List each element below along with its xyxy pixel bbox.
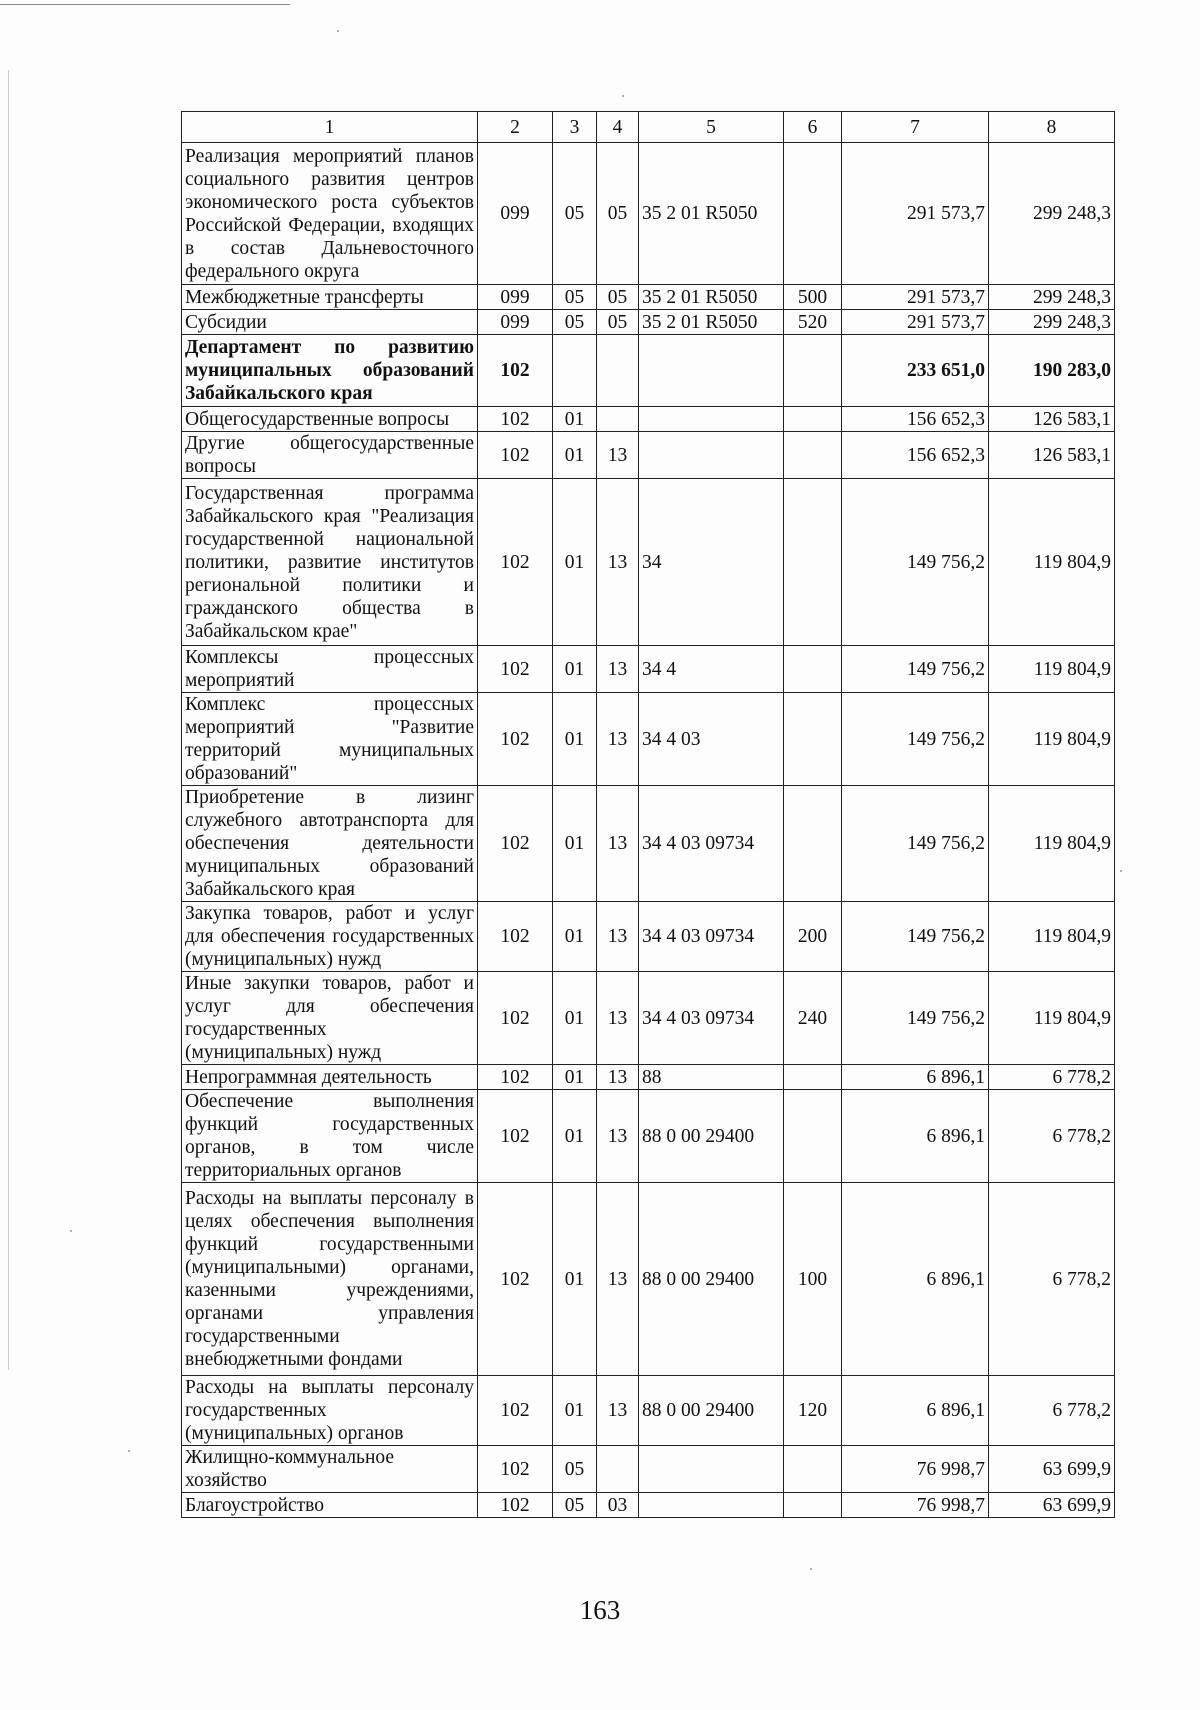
ministry-code-cell: 102 <box>478 432 553 479</box>
ministry-code-cell: 099 <box>478 310 553 335</box>
expense-type-cell <box>784 646 842 693</box>
amount-year1-cell: 156 652,3 <box>842 407 989 432</box>
table-row <box>182 407 1115 432</box>
section-cell: 01 <box>553 786 597 902</box>
subsection-cell: 13 <box>597 479 639 646</box>
target-article-cell <box>639 407 784 432</box>
expense-type-cell <box>784 407 842 432</box>
table-row <box>182 285 1115 310</box>
item-name-cell: Общегосударственные вопросы <box>182 407 478 432</box>
target-article-cell: 34 <box>639 479 784 646</box>
column-number-row <box>182 112 1115 143</box>
item-name-cell: Государственная программа Забайкальского края "Реализация государственной национальной политики, развитие институтов региональной политики и гражданского общества в Забайкальском крае" <box>182 479 478 646</box>
amount-year2-cell: 63 699,9 <box>989 1493 1115 1518</box>
expense-type-cell <box>784 432 842 479</box>
item-name-cell: Департамент по развитию муниципальных образований Забайкальского края <box>182 335 478 407</box>
item-name-cell: Иные закупки товаров, работ и услуг для обеспечения государственных (муниципальных) нужд <box>182 972 478 1065</box>
item-name-cell: Другие общегосударственные вопросы <box>182 432 478 479</box>
amount-year2-cell: 126 583,1 <box>989 407 1115 432</box>
item-name-cell: Расходы на выплаты персоналу государственных (муниципальных) органов <box>182 1376 478 1446</box>
table-row <box>182 1376 1115 1446</box>
scan-margin-line <box>8 70 9 1370</box>
amount-year1-cell: 6 896,1 <box>842 1183 989 1376</box>
expense-type-cell <box>784 1090 842 1183</box>
scan-speck <box>70 1230 72 1232</box>
subsection-cell <box>597 1446 639 1493</box>
ministry-code-cell: 102 <box>478 1065 553 1090</box>
amount-year1-cell: 291 573,7 <box>842 310 989 335</box>
subsection-cell <box>597 335 639 407</box>
subsection-cell <box>597 407 639 432</box>
table-row <box>182 1065 1115 1090</box>
subsection-cell: 05 <box>597 285 639 310</box>
table-row <box>182 972 1115 1065</box>
table-row <box>182 143 1115 285</box>
item-name-cell: Благоустройство <box>182 1493 478 1518</box>
section-cell: 01 <box>553 902 597 972</box>
target-article-cell: 34 4 03 <box>639 693 784 786</box>
expense-type-cell: 120 <box>784 1376 842 1446</box>
target-article-cell: 88 0 00 29400 <box>639 1376 784 1446</box>
amount-year2-cell: 190 283,0 <box>989 335 1115 407</box>
expense-type-cell <box>784 335 842 407</box>
scan-speck <box>622 95 624 97</box>
section-cell: 05 <box>553 285 597 310</box>
column-header: 7 <box>842 112 989 143</box>
table-row <box>182 479 1115 646</box>
table-row <box>182 693 1115 786</box>
section-cell: 01 <box>553 1183 597 1376</box>
target-article-cell: 35 2 01 R5050 <box>639 285 784 310</box>
ministry-code-cell: 102 <box>478 1090 553 1183</box>
table-row <box>182 1493 1115 1518</box>
item-name-cell: Закупка товаров, работ и услуг для обеспечения государственных (муниципальных) нужд <box>182 902 478 972</box>
section-cell: 01 <box>553 407 597 432</box>
ministry-code-cell: 102 <box>478 786 553 902</box>
column-header: 4 <box>597 112 639 143</box>
amount-year1-cell: 76 998,7 <box>842 1446 989 1493</box>
column-header: 8 <box>989 112 1115 143</box>
column-header: 3 <box>553 112 597 143</box>
target-article-cell <box>639 1446 784 1493</box>
subsection-cell: 05 <box>597 310 639 335</box>
column-header: 5 <box>639 112 784 143</box>
scan-edge-line <box>0 4 290 5</box>
ministry-code-cell: 102 <box>478 335 553 407</box>
column-header: 6 <box>784 112 842 143</box>
amount-year1-cell: 149 756,2 <box>842 693 989 786</box>
expense-type-cell <box>784 1493 842 1518</box>
expense-type-cell: 500 <box>784 285 842 310</box>
amount-year2-cell: 119 804,9 <box>989 902 1115 972</box>
section-cell: 05 <box>553 143 597 285</box>
section-cell: 01 <box>553 646 597 693</box>
subsection-cell: 13 <box>597 1183 639 1376</box>
subsection-cell: 13 <box>597 1065 639 1090</box>
ministry-code-cell: 102 <box>478 693 553 786</box>
amount-year2-cell: 299 248,3 <box>989 143 1115 285</box>
amount-year1-cell: 6 896,1 <box>842 1376 989 1446</box>
amount-year1-cell: 6 896,1 <box>842 1090 989 1183</box>
subsection-cell: 05 <box>597 143 639 285</box>
amount-year2-cell: 299 248,3 <box>989 310 1115 335</box>
scan-speck <box>128 1450 130 1452</box>
item-name-cell: Субсидии <box>182 310 478 335</box>
target-article-cell: 88 0 00 29400 <box>639 1090 784 1183</box>
expense-type-cell: 520 <box>784 310 842 335</box>
ministry-code-cell: 102 <box>478 972 553 1065</box>
ministry-code-cell: 102 <box>478 1446 553 1493</box>
target-article-cell: 35 2 01 R5050 <box>639 143 784 285</box>
target-article-cell <box>639 432 784 479</box>
section-cell: 01 <box>553 1065 597 1090</box>
item-name-cell: Реализация мероприятий планов социального развития центров экономического роста субъектов Российской Федерации, входящих в состав Дальневосточного федерального округа <box>182 143 478 285</box>
target-article-cell: 34 4 03 09734 <box>639 786 784 902</box>
amount-year1-cell: 149 756,2 <box>842 479 989 646</box>
amount-year1-cell: 149 756,2 <box>842 972 989 1065</box>
section-cell <box>553 335 597 407</box>
ministry-code-cell: 102 <box>478 902 553 972</box>
table-row <box>182 902 1115 972</box>
amount-year2-cell: 119 804,9 <box>989 479 1115 646</box>
subsection-cell: 13 <box>597 693 639 786</box>
subsection-cell: 13 <box>597 432 639 479</box>
section-cell: 05 <box>553 310 597 335</box>
table-row <box>182 432 1115 479</box>
target-article-cell: 35 2 01 R5050 <box>639 310 784 335</box>
section-cell: 01 <box>553 1376 597 1446</box>
subsection-cell: 13 <box>597 902 639 972</box>
item-name-cell: Непрограммная деятельность <box>182 1065 478 1090</box>
target-article-cell: 34 4 03 09734 <box>639 902 784 972</box>
expense-type-cell: 200 <box>784 902 842 972</box>
item-name-cell: Обеспечение выполнения функций государственных органов, в том числе территориальных органов <box>182 1090 478 1183</box>
ministry-code-cell: 099 <box>478 143 553 285</box>
amount-year1-cell: 76 998,7 <box>842 1493 989 1518</box>
section-cell: 05 <box>553 1493 597 1518</box>
amount-year1-cell: 291 573,7 <box>842 143 989 285</box>
amount-year1-cell: 6 896,1 <box>842 1065 989 1090</box>
expense-type-cell <box>784 479 842 646</box>
expense-type-cell <box>784 693 842 786</box>
section-cell: 01 <box>553 479 597 646</box>
subsection-cell: 13 <box>597 786 639 902</box>
amount-year1-cell: 156 652,3 <box>842 432 989 479</box>
section-cell: 01 <box>553 693 597 786</box>
amount-year2-cell: 119 804,9 <box>989 972 1115 1065</box>
expense-type-cell <box>784 143 842 285</box>
expense-type-cell <box>784 786 842 902</box>
expense-type-cell: 240 <box>784 972 842 1065</box>
amount-year2-cell: 126 583,1 <box>989 432 1115 479</box>
item-name-cell: Приобретение в лизинг служебного автотранспорта для обеспечения деятельности муниципальных образований Забайкальского края <box>182 786 478 902</box>
amount-year1-cell: 233 651,0 <box>842 335 989 407</box>
target-article-cell: 34 4 03 09734 <box>639 972 784 1065</box>
table-row <box>182 335 1115 407</box>
section-cell: 01 <box>553 972 597 1065</box>
table-row <box>182 1446 1115 1493</box>
amount-year1-cell: 149 756,2 <box>842 902 989 972</box>
target-article-cell: 88 <box>639 1065 784 1090</box>
section-cell: 01 <box>553 1090 597 1183</box>
ministry-code-cell: 102 <box>478 1376 553 1446</box>
target-article-cell: 34 4 <box>639 646 784 693</box>
amount-year2-cell: 6 778,2 <box>989 1183 1115 1376</box>
ministry-code-cell: 102 <box>478 479 553 646</box>
table-row <box>182 310 1115 335</box>
item-name-cell: Межбюджетные трансферты <box>182 285 478 310</box>
expense-type-cell <box>784 1446 842 1493</box>
amount-year2-cell: 6 778,2 <box>989 1376 1115 1446</box>
item-name-cell: Расходы на выплаты персоналу в целях обеспечения выполнения функций государственными (муниципальными) органами, казенными учреждениями, органами управления государственными внебюджетными фондами <box>182 1183 478 1376</box>
amount-year2-cell: 63 699,9 <box>989 1446 1115 1493</box>
amount-year1-cell: 291 573,7 <box>842 285 989 310</box>
column-header: 1 <box>182 112 478 143</box>
item-name-cell: Жилищно-коммунальное хозяйство <box>182 1446 478 1493</box>
table-row <box>182 646 1115 693</box>
subsection-cell: 13 <box>597 972 639 1065</box>
ministry-code-cell: 102 <box>478 407 553 432</box>
scan-speck <box>810 1568 812 1570</box>
target-article-cell: 88 0 00 29400 <box>639 1183 784 1376</box>
scan-speck <box>337 30 339 32</box>
expense-type-cell <box>784 1065 842 1090</box>
amount-year1-cell: 149 756,2 <box>842 786 989 902</box>
subsection-cell: 13 <box>597 1376 639 1446</box>
subsection-cell: 13 <box>597 1090 639 1183</box>
subsection-cell: 13 <box>597 646 639 693</box>
amount-year1-cell: 149 756,2 <box>842 646 989 693</box>
table-row <box>182 786 1115 902</box>
subsection-cell: 03 <box>597 1493 639 1518</box>
budget-table <box>181 111 1115 1518</box>
table-row <box>182 1183 1115 1376</box>
ministry-code-cell: 102 <box>478 1493 553 1518</box>
ministry-code-cell: 102 <box>478 1183 553 1376</box>
amount-year2-cell: 119 804,9 <box>989 786 1115 902</box>
amount-year2-cell: 119 804,9 <box>989 693 1115 786</box>
page-number: 163 <box>579 1595 621 1625</box>
amount-year2-cell: 299 248,3 <box>989 285 1115 310</box>
section-cell: 05 <box>553 1446 597 1493</box>
target-article-cell <box>639 335 784 407</box>
amount-year2-cell: 6 778,2 <box>989 1090 1115 1183</box>
expense-type-cell: 100 <box>784 1183 842 1376</box>
target-article-cell <box>639 1493 784 1518</box>
amount-year2-cell: 6 778,2 <box>989 1065 1115 1090</box>
item-name-cell: Комплексы процессных мероприятий <box>182 646 478 693</box>
ministry-code-cell: 102 <box>478 646 553 693</box>
ministry-code-cell: 099 <box>478 285 553 310</box>
section-cell: 01 <box>553 432 597 479</box>
scan-speck <box>1120 870 1122 872</box>
table-row <box>182 1090 1115 1183</box>
item-name-cell: Комплекс процессных мероприятий "Развитие территорий муниципальных образований" <box>182 693 478 786</box>
amount-year2-cell: 119 804,9 <box>989 646 1115 693</box>
column-header: 2 <box>478 112 553 143</box>
